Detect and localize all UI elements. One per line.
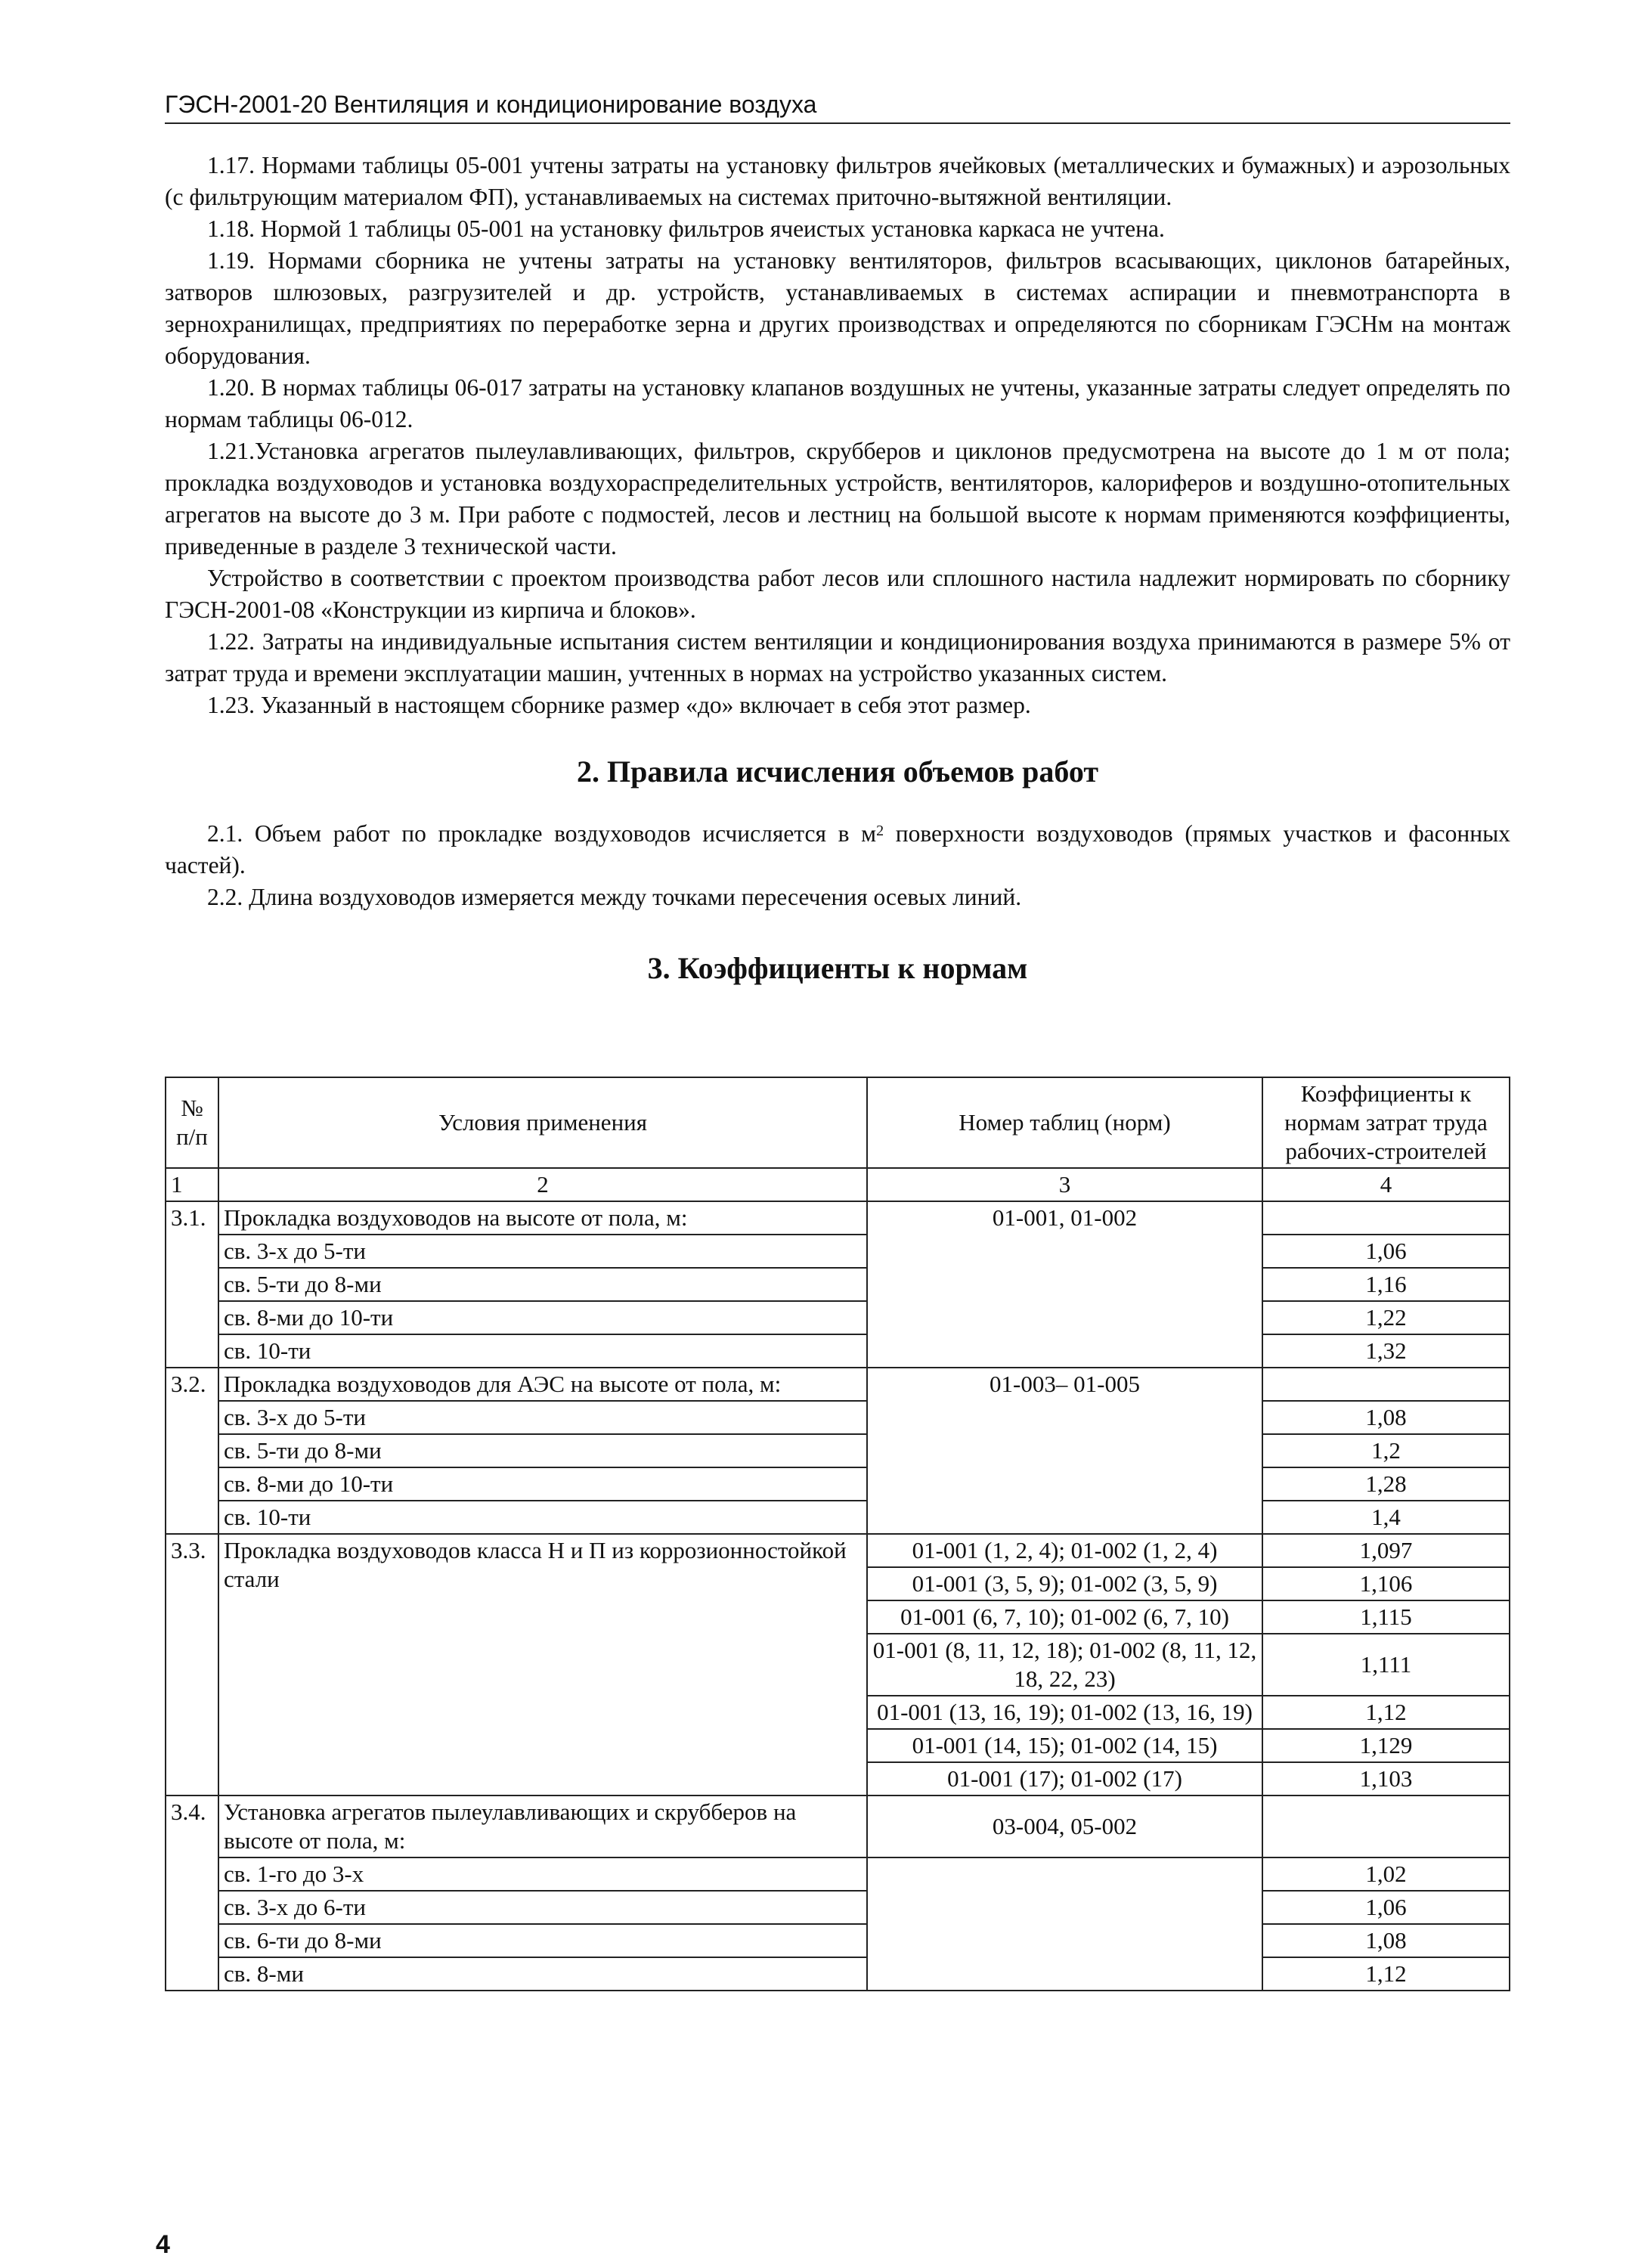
coefficient: 1,4	[1262, 1501, 1510, 1534]
running-header: ГЭСН-2001-20 Вентиляция и кондиционирование воздуха	[165, 89, 1510, 124]
paragraph-1-22: 1.22. Затраты на индивидуальные испытания систем вентиляции и кондиционирования воздуха принимаются в размере 5% от затрат труда и времени эксплуатации машин, учтенных в нормах на устройство указанных систем.	[165, 628, 1510, 686]
table-row	[166, 1924, 1510, 1957]
coefficient-empty	[1262, 1796, 1510, 1857]
table-numbers: 01-001 (8, 11, 12, 18); 01-002 (8, 11, 12, 18, 22, 23)	[867, 1634, 1262, 1696]
col-number: 2	[218, 1168, 867, 1201]
coefficient: 1,08	[1262, 1401, 1510, 1434]
coefficient: 1,22	[1262, 1301, 1510, 1334]
condition: св. 6-ти до 8-ми	[218, 1924, 867, 1957]
coefficient: 1,103	[1262, 1762, 1510, 1796]
section-2-title: 2. Правила исчисления объемов работ	[577, 754, 1098, 789]
document-body	[165, 150, 1510, 1018]
table-row	[166, 1467, 1510, 1501]
col-number: 3	[867, 1168, 1262, 1201]
condition: св. 5-ти до 8-ми	[218, 1434, 867, 1467]
coefficient: 1,12	[1262, 1696, 1510, 1729]
table-row	[166, 1235, 1510, 1268]
table-row	[166, 1857, 1510, 1891]
paragraph-1-23: 1.23. Указанный в настоящем сборнике размер «до» включает в себя этот размер.	[207, 692, 1031, 718]
table-header-row	[166, 1077, 1510, 1168]
group-number: 3.4.	[166, 1796, 218, 1991]
table-numbers: 01-001 (14, 15); 01-002 (14, 15)	[867, 1729, 1262, 1762]
table-row	[166, 1301, 1510, 1334]
p21-superscript: 2	[876, 823, 884, 839]
section-3-title: 3. Коэффициенты к нормам	[647, 951, 1028, 985]
table-row	[166, 1534, 1510, 1567]
coefficient: 1,111	[1262, 1634, 1510, 1696]
table-column-numbers-row	[166, 1168, 1510, 1201]
table-numbers: 01-001 (3, 5, 9); 01-002 (3, 5, 9)	[867, 1567, 1262, 1600]
group-number: 3.3.	[166, 1534, 218, 1796]
group-title: Прокладка воздуховодов для АЭС на высоте от пола, м:	[218, 1368, 867, 1401]
table-row	[166, 1891, 1510, 1924]
coefficient: 1,02	[1262, 1857, 1510, 1891]
coefficient: 1,129	[1262, 1729, 1510, 1762]
paragraph-1-17: 1.17. Нормами таблицы 05-001 учтены затраты на установку фильтров ячейковых (металлических и бумажных) и аэрозольных (с фильтрующим материалом ФП), устанавливаемых на системах приточно-вытяжной вентиляции.	[165, 152, 1510, 210]
p21-text: 2.1. Объем работ по прокладке воздуховодов исчисляется в м	[207, 820, 877, 847]
paragraph-1-18: 1.18. Нормой 1 таблицы 05-001 на установку фильтров ячеистых установка каркаса не учтена.	[207, 215, 1165, 242]
coefficient-empty	[1262, 1201, 1510, 1235]
table-numbers: 01-003– 01-005	[867, 1368, 1262, 1534]
coefficient: 1,06	[1262, 1891, 1510, 1924]
coefficient: 1,106	[1262, 1567, 1510, 1600]
table-row	[166, 1368, 1510, 1401]
table-numbers: 01-001 (1, 2, 4); 01-002 (1, 2, 4)	[867, 1534, 1262, 1567]
group-title: Установка агрегатов пылеулавливающих и скрубберов на высоте от пола, м:	[218, 1796, 867, 1857]
group-title: Прокладка воздуховодов на высоте от пола, м:	[218, 1201, 867, 1235]
condition: св. 8-ми	[218, 1957, 867, 1991]
table-row	[166, 1957, 1510, 1991]
page-number: 4	[156, 2230, 170, 2259]
table-row	[166, 1201, 1510, 1235]
header-no: № п/п	[166, 1077, 218, 1168]
coefficient: 1,16	[1262, 1268, 1510, 1301]
table-numbers: 01-001 (17); 01-002 (17)	[867, 1762, 1262, 1796]
coefficients-table	[165, 1077, 1510, 1991]
condition: св. 3-х до 6-ти	[218, 1891, 867, 1924]
condition: св. 3-х до 5-ти	[218, 1401, 867, 1434]
table-numbers: 01-001, 01-002	[867, 1201, 1262, 1368]
group-number: 3.1.	[166, 1201, 218, 1368]
coefficient: 1,28	[1262, 1467, 1510, 1501]
condition: св. 8-ми до 10-ти	[218, 1467, 867, 1501]
p21-text-end: поверхности воздуховодов (прямых участков и фасонных частей).	[165, 820, 1510, 878]
coefficient: 1,06	[1262, 1235, 1510, 1268]
col-number: 4	[1262, 1168, 1510, 1201]
table-numbers: 01-001 (6, 7, 10); 01-002 (6, 7, 10)	[867, 1600, 1262, 1634]
coefficient: 1,08	[1262, 1924, 1510, 1957]
coefficient: 1,115	[1262, 1600, 1510, 1634]
paragraph-1-20: 1.20. В нормах таблицы 06-017 затраты на установку клапанов воздушных не учтены, указанные затраты следует определять по нормам таблицы 06-012.	[165, 374, 1510, 432]
header-coefficients: Коэффициенты к нормам затрат труда рабочих-строителей	[1262, 1077, 1510, 1168]
condition: св. 8-ми до 10-ти	[218, 1301, 867, 1334]
table-row	[166, 1401, 1510, 1434]
condition: св. 1-го до 3-х	[218, 1857, 867, 1891]
paragraph-2-2: 2.2. Длина воздуховодов измеряется между точками пересечения осевых линий.	[207, 884, 1022, 910]
table-row	[166, 1501, 1510, 1534]
group-title: Прокладка воздуховодов класса Н и П из коррозионностойкой стали	[218, 1534, 867, 1796]
table-numbers: 03-004, 05-002	[867, 1796, 1262, 1857]
paragraph-1-21: 1.21.Установка агрегатов пылеулавливающих, фильтров, скрубберов и циклонов предусмотрена на высоте до 1 м от пола; прокладка воздуховодов и установка воздухораспределительных устройств, вентиляторов, калориферов и воздушно-отопительных агрегатов на высоте до 3 м. При работе с подмостей, лесов и лестниц на большой высоте к нормам применяются коэффициенты, приведенные в разделе 3 технической части.	[165, 438, 1510, 559]
table-row	[166, 1434, 1510, 1467]
table-row	[166, 1796, 1510, 1857]
header-table-numbers: Номер таблиц (норм)	[867, 1077, 1262, 1168]
table-row	[166, 1268, 1510, 1301]
condition: св. 5-ти до 8-ми	[218, 1268, 867, 1301]
header-conditions: Условия применения	[218, 1077, 867, 1168]
condition: св. 10-ти	[218, 1334, 867, 1368]
condition: св. 3-х до 5-ти	[218, 1235, 867, 1268]
table-numbers-empty	[867, 1857, 1262, 1991]
group-number: 3.2.	[166, 1368, 218, 1534]
paragraph-2-1	[165, 818, 1510, 881]
coefficient: 1,097	[1262, 1534, 1510, 1567]
paragraph-scaffolding: Устройство в соответствии с проектом производства работ лесов или сплошного настила надлежит нормировать по сборнику ГЭСН-2001-08 «Конструкции из кирпича и блоков».	[165, 565, 1510, 623]
coefficient: 1,32	[1262, 1334, 1510, 1368]
table-numbers: 01-001 (13, 16, 19); 01-002 (13, 16, 19)	[867, 1696, 1262, 1729]
col-number: 1	[166, 1168, 218, 1201]
table-row	[166, 1334, 1510, 1368]
paragraph-1-19: 1.19. Нормами сборника не учтены затраты на установку вентиляторов, фильтров всасывающих, циклонов батарейных, затворов шлюзовых, разгрузителей и др. устройств, устанавливаемых в системах аспирации и пневмотранспорта в зернохранилищах, предприятиях по переработке зерна и других производствах и определяются по сборникам ГЭСНм на монтаж оборудования.	[165, 247, 1510, 369]
coefficient: 1,12	[1262, 1957, 1510, 1991]
condition: св. 10-ти	[218, 1501, 867, 1534]
coefficient-empty	[1262, 1368, 1510, 1401]
coefficient: 1,2	[1262, 1434, 1510, 1467]
